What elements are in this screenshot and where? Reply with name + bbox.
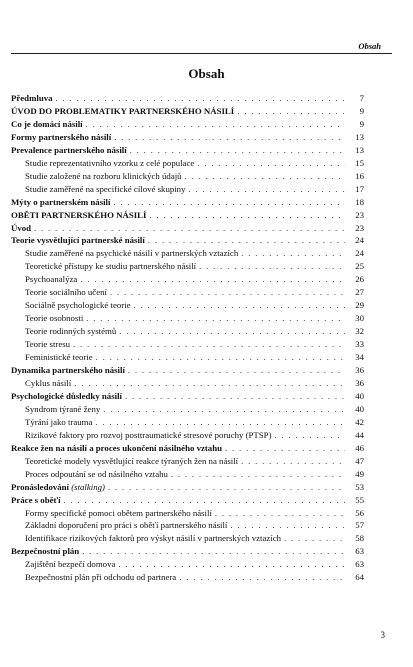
toc-entry-label [25, 183, 185, 196]
toc-entry-label [25, 247, 238, 260]
toc-entry-page: 36 [355, 377, 364, 388]
toc-entry-label [25, 403, 100, 416]
dot-leader [86, 118, 345, 131]
toc-entry-page: 24 [355, 248, 364, 259]
toc-entry-label [11, 234, 145, 247]
toc-entry-label [11, 364, 125, 377]
toc-entry-page: 47 [355, 455, 364, 466]
toc-entry-label [11, 131, 111, 144]
toc-entry-title: Předmluva [11, 93, 53, 103]
dot-leader [185, 170, 345, 183]
toc-entry[interactable] [11, 105, 364, 118]
toc-entry-label [25, 351, 93, 364]
toc-entry-title: Sociálně psychologické teorie [25, 300, 131, 311]
toc-entry-title: Bezpečnostní plán při odchodu od partnera [25, 572, 177, 583]
toc-entry[interactable] [11, 118, 364, 131]
toc-entry-title: Studie zaměřené na psychické násilí v partnerských vztazích [25, 248, 239, 259]
dot-leader [95, 416, 345, 429]
toc-entry-page: 16 [355, 170, 364, 181]
toc-entry[interactable] [11, 494, 364, 507]
toc-entry-label [11, 92, 53, 105]
toc-entry-page: 55 [355, 494, 364, 505]
toc-entry-page: 53 [355, 481, 364, 492]
dot-leader [134, 299, 345, 312]
toc-entry[interactable] [11, 558, 364, 571]
toc-entry-label [25, 416, 92, 429]
toc-entry-title: Teorie osobnosti [25, 313, 84, 324]
toc-entry[interactable] [11, 222, 364, 235]
toc-entry-title: ÚVOD DO PROBLEMATIKY PARTNERSKÉHO NÁSILÍ [11, 105, 235, 116]
toc-entry-label [11, 118, 83, 131]
dot-leader [118, 558, 345, 571]
toc-entry[interactable] [11, 455, 364, 468]
toc-entry-title: Teoretické přístupy ke studiu partnerského násilí [25, 261, 197, 272]
toc-entry[interactable] [11, 429, 364, 442]
toc-entry[interactable] [11, 403, 364, 416]
toc-entry-page: 25 [355, 261, 364, 272]
toc-entry[interactable] [11, 364, 364, 377]
toc-entry-title: Studie založené na rozboru klinických údajů [25, 170, 182, 181]
dot-leader [86, 312, 345, 325]
toc-entry-page: 46 [355, 442, 364, 453]
toc-entry[interactable] [11, 571, 364, 584]
dot-leader [125, 390, 345, 403]
toc-entry[interactable] [11, 519, 364, 532]
toc-entry-label [25, 429, 272, 442]
toc-entry-title: Proces odpoutání se od násilného vztahu [25, 468, 168, 479]
dot-leader [179, 571, 345, 584]
toc-entry-page: 26 [355, 274, 364, 285]
running-head: Obsah [358, 41, 381, 51]
toc-entry[interactable] [11, 377, 364, 390]
toc-entry-title: Základní doporučení pro práci s oběťí partnerského násilí [25, 520, 228, 531]
toc-entry[interactable] [11, 157, 364, 170]
dot-leader [74, 377, 345, 390]
toc-entry-title: Reakce žen na násilí a proces ukončení násilného vztahu [11, 442, 222, 453]
toc-entry-label [25, 157, 194, 170]
toc-entry-page: 30 [355, 313, 364, 324]
toc-entry[interactable] [11, 92, 364, 105]
toc-entry-label [25, 571, 176, 584]
toc-entry-label [11, 494, 61, 507]
toc-entry-suffix: (stalking) [71, 481, 105, 492]
toc-entry-page: 58 [355, 533, 364, 544]
toc-entry-title: Prevalence partnerského násilí [11, 144, 127, 155]
toc-entry-label [11, 545, 79, 558]
dot-leader [80, 273, 345, 286]
toc-entry-label [25, 519, 227, 532]
toc-entry-title: Teorie stresu [25, 339, 71, 350]
toc-entry-page: 40 [355, 403, 364, 414]
toc-entry-page: 40 [355, 390, 364, 401]
toc-entry[interactable] [11, 325, 364, 338]
dot-leader [64, 494, 345, 507]
toc-entry-page: 42 [355, 416, 364, 427]
dot-leader [108, 481, 345, 494]
toc-entry-label [25, 312, 83, 325]
dot-leader [188, 183, 345, 196]
toc-entry[interactable] [11, 183, 364, 196]
toc-entry-label [11, 481, 105, 494]
toc-entry-title: Bezpečnostní plán [11, 546, 80, 557]
dot-leader [149, 209, 345, 222]
toc-entry-label [25, 338, 70, 351]
dot-leader [237, 105, 345, 118]
toc-entry-label [11, 196, 110, 209]
dot-leader [148, 234, 345, 247]
toc-entry-title: Teoretické modely vysvětlující reakce týraných žen na násilí [25, 455, 239, 466]
toc-entry-title: Dynamika partnerského násilí [11, 365, 125, 376]
toc-entry-title: Teorie vysvětlující partnerské násilí [11, 235, 145, 246]
toc-entry[interactable] [11, 247, 364, 260]
toc-entry[interactable] [11, 144, 364, 157]
toc-entry-label [25, 558, 115, 571]
dot-leader [34, 222, 345, 235]
toc-entry-label [11, 144, 127, 157]
toc-entry-label [11, 222, 31, 235]
toc-entry-page: 64 [355, 572, 364, 583]
dot-leader [96, 351, 345, 364]
toc-entry-title: Rizikové faktory pro rozvoj posttraumatické stresové poruchy (PTSP) [25, 429, 272, 440]
toc-entry[interactable] [11, 299, 364, 312]
toc-entry-page: 9 [359, 105, 364, 116]
toc-entry-page: 34 [355, 352, 364, 363]
toc-entry[interactable] [11, 532, 364, 545]
toc-entry-label [11, 390, 122, 403]
toc-entry-label [25, 273, 77, 286]
dot-leader [73, 338, 345, 351]
toc-entry-title: Formy partnerského násilí [11, 131, 112, 142]
toc-entry[interactable] [11, 286, 364, 299]
toc-entry-title: Identifikace rizikových faktorů pro výskyt násilí v partnerských vztazích [25, 533, 281, 544]
toc-entry-page: 33 [355, 339, 364, 350]
dot-leader [56, 92, 345, 105]
dot-leader [82, 545, 345, 558]
toc-entry-page: 13 [355, 144, 364, 155]
toc-entry-page: 24 [355, 235, 364, 246]
toc-entry-title: Práce s oběťí [11, 494, 61, 505]
toc-entry-title: Formy specifické pomoci obětem partnerského násilí [25, 507, 212, 518]
toc-entry-title: Pronásledování [11, 481, 70, 492]
toc-entry-page: 7 [359, 93, 364, 103]
table-of-contents [11, 92, 364, 584]
toc-entry[interactable] [11, 390, 364, 403]
toc-entry[interactable] [11, 468, 364, 481]
toc-entry-label [25, 377, 71, 390]
toc-entry[interactable] [11, 507, 364, 520]
dot-leader [230, 519, 345, 532]
toc-entry-label [25, 299, 131, 312]
toc-entry-label [11, 209, 146, 222]
toc-entry-title: OBĚTI PARTNERSKÉHO NÁSILÍ [11, 209, 147, 220]
toc-entry-page: 32 [355, 326, 364, 337]
toc-entry-page: 44 [355, 429, 364, 440]
toc-entry-title: Týrání jako trauma [25, 416, 93, 427]
toc-entry[interactable] [11, 545, 364, 558]
toc-entry[interactable] [11, 209, 364, 222]
dot-leader [197, 157, 345, 170]
toc-entry-label [25, 468, 168, 481]
toc-entry-page: 63 [355, 559, 364, 570]
toc-entry-page: 17 [355, 183, 364, 194]
toc-entry-page: 27 [355, 287, 364, 298]
toc-entry-title: Feministické teorie [25, 352, 93, 363]
toc-entry-label [11, 105, 234, 118]
toc-entry-page: 57 [355, 520, 364, 531]
dot-leader [113, 196, 345, 209]
dot-leader [284, 532, 345, 545]
dot-leader [225, 442, 345, 455]
page-title: Obsah [188, 66, 225, 81]
toc-entry-title: Studie reprezentativního vzorku z celé populace [25, 157, 195, 168]
dot-leader [103, 403, 345, 416]
toc-entry-page: 9 [359, 118, 364, 129]
toc-entry-page: 18 [355, 196, 364, 207]
toc-entry-label [25, 170, 182, 183]
toc-entry-title: Psychologické důsledky násilí [11, 390, 122, 401]
dot-leader [171, 468, 345, 481]
toc-entry-title: Teorie sociálního učení [25, 287, 107, 298]
toc-entry-page: 49 [355, 468, 364, 479]
dot-leader [114, 131, 345, 144]
toc-entry-label [25, 325, 116, 338]
toc-entry-page: 29 [355, 300, 364, 311]
dot-leader [128, 364, 345, 377]
toc-entry-title: Psychoanalýza [25, 274, 78, 285]
toc-entry-title: Studie zaměřené na specifické cílové skupiny [25, 183, 186, 194]
toc-entry-label [25, 507, 212, 520]
toc-entry-label [11, 442, 222, 455]
toc-entry-label [25, 532, 281, 545]
toc-entry[interactable] [11, 338, 364, 351]
toc-entry[interactable] [11, 196, 364, 209]
toc-entry[interactable] [11, 170, 364, 183]
header-rule [11, 53, 392, 54]
toc-entry-title: Úvod [11, 222, 32, 233]
toc-entry[interactable] [11, 416, 364, 429]
dot-leader [199, 260, 345, 273]
toc-entry[interactable] [11, 131, 364, 144]
page-number: 3 [380, 630, 385, 640]
toc-entry-page: 15 [355, 157, 364, 168]
dot-leader [275, 429, 345, 442]
toc-entry[interactable] [11, 351, 364, 364]
toc-entry-page: 36 [355, 365, 364, 376]
toc-entry[interactable] [11, 312, 364, 325]
toc-entry-label [25, 455, 238, 468]
dot-leader [130, 144, 345, 157]
toc-entry[interactable] [11, 273, 364, 286]
toc-entry-title: Syndrom týrané ženy [25, 403, 101, 414]
toc-entry-label [25, 286, 107, 299]
toc-entry-title: Cyklus násilí [25, 377, 72, 388]
dot-leader [119, 325, 345, 338]
toc-entry[interactable] [11, 481, 364, 494]
toc-entry-title: Teorie rodinných systémů [25, 326, 117, 337]
toc-entry-title: Zajištění bezpečí domova [25, 559, 116, 570]
toc-entry-page: 56 [355, 507, 364, 518]
toc-entry-page: 63 [355, 546, 364, 557]
toc-entry-title: Co je domácí násilí [11, 118, 83, 129]
toc-entry-title: Mýty o partnerském násilí [11, 196, 111, 207]
toc-entry-label [25, 260, 196, 273]
toc-entry[interactable] [11, 260, 364, 273]
dot-leader [215, 507, 345, 520]
dot-leader [241, 247, 345, 260]
dot-leader [241, 455, 345, 468]
dot-leader [110, 286, 345, 299]
toc-entry-page: 23 [355, 222, 364, 233]
toc-entry[interactable] [11, 442, 364, 455]
toc-entry-page: 23 [355, 209, 364, 220]
toc-entry[interactable] [11, 234, 364, 247]
toc-entry-page: 13 [355, 131, 364, 142]
